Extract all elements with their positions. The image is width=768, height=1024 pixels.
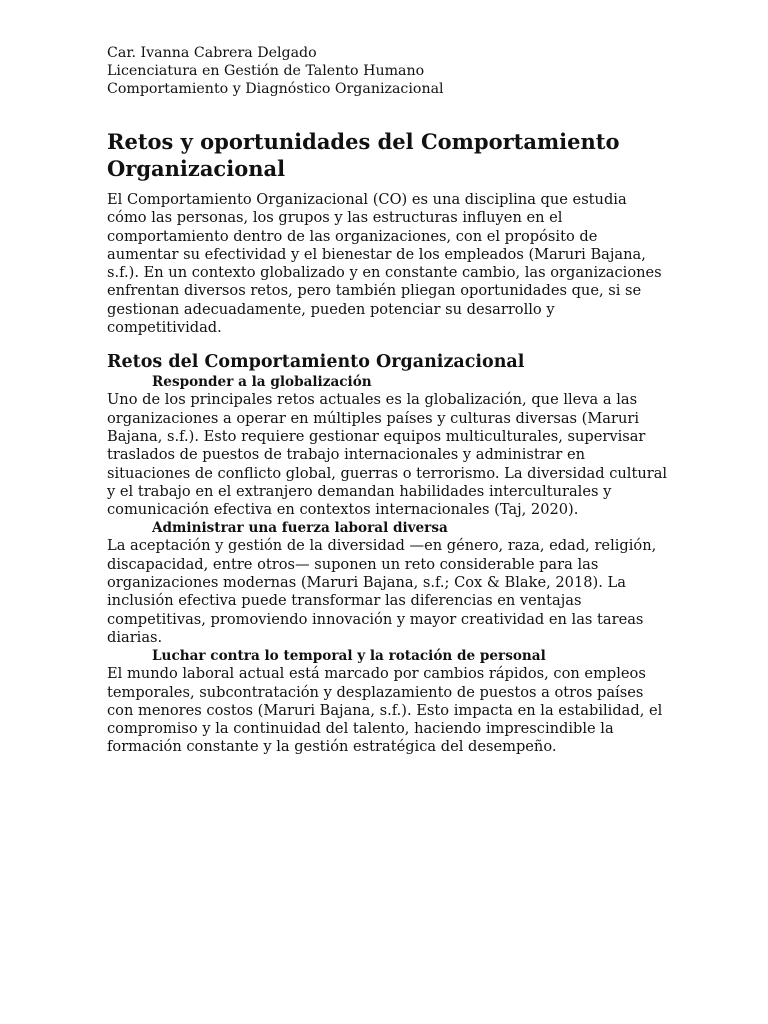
- subsection-paragraph-rotacion: El mundo laboral actual está marcado por cambios rápidos, con empleos temporales, subcontratación y desplazamiento de puestos a otros países con menores costos (Maruri Bajana, s.f.). Esto impacta en la estabilidad, el compromiso y la continuidad del talento, haciendo imprescindible la formación constante y la gestión estratégica del desempeño.: [107, 665, 663, 756]
- degree-name: Licenciatura en Gestión de Talento Humano: [107, 63, 425, 79]
- course-name: Comportamiento y Diagnóstico Organizacional: [107, 81, 444, 97]
- author-name: Car. Ivanna Cabrera Delgado: [107, 45, 317, 61]
- subsection-heading-diversidad: Administrar una fuerza laboral diversa: [152, 520, 448, 537]
- document-title: Retos y oportunidades del Comportamiento Organizacional: [107, 129, 620, 181]
- subsection-heading-globalizacion: Responder a la globalización: [152, 374, 372, 391]
- intro-paragraph: El Comportamiento Organizacional (CO) es una disciplina que estudia cómo las personas, los grupos y las estructuras influyen en el comportamiento dentro de las organizaciones, con el propósito de aumentar su efectividad y el bienestar de los empleados (Maruri Bajana, s.f.). En un contexto globalizado y en constante cambio, las organizaciones enfrentan diversos retos, pero también pliegan oportunidades que, si se gestionan adecuadamente, pueden potenciar su desarrollo y competitividad.: [107, 191, 662, 337]
- section-heading: Retos del Comportamiento Organizacional: [107, 352, 525, 373]
- subsection-heading-rotacion: Luchar contra lo temporal y la rotación de personal: [152, 648, 546, 665]
- subsection-paragraph-diversidad: La aceptación y gestión de la diversidad —en género, raza, edad, religión, discapacidad, entre otros— suponen un reto considerable para las organizaciones modernas (Maruri Bajana, s.f.; Cox & Blake, 2018). La inclusión efectiva puede transformar las diferencias en ventajas competitivas, promoviendo innovación y mayor creatividad en las tareas diarias.: [107, 537, 657, 646]
- document-header: [107, 44, 668, 98]
- subsection-paragraph-globalizacion: Uno de los principales retos actuales es la globalización, que lleva a las organizaciones a operar en múltiples países y culturas diversas (Maruri Bajana, s.f.). Esto requiere gestionar equipos multiculturales, supervisar traslados de puestos de trabajo internacionales y administrar en situaciones de conflicto global, guerras o terrorismo. La diversidad cultural y el trabajo en el extranjero demandan habilidades interculturales y comunicación efectiva en contextos internacionales (Taj, 2020).: [107, 391, 668, 519]
